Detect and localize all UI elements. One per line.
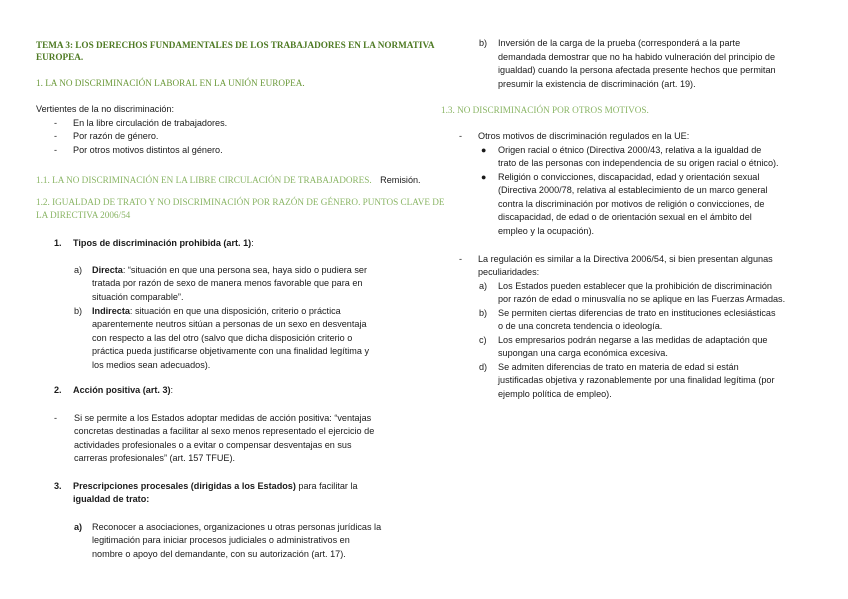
item-1-heading (54, 237, 254, 251)
peculiaridad-label: a) (479, 281, 488, 291)
bullet-1-line: Origen racial o étnico (Directiva 2000/43, relativa a la igualdad de (498, 145, 762, 155)
item-1-b-line: los medios sean adecuados). (92, 360, 211, 370)
item-3-b-line: Inversión de la carga de la prueba (corresponderá a la parte (498, 38, 741, 48)
item-1-b-line: con respecto a las del otro (salvo que dicha disposición criterio o (92, 333, 353, 343)
document-title-line-1: TEMA 3: LOS DERECHOS FUNDAMENTALES DE LOS TRABAJADORES EN LA NORMATIVA (36, 40, 435, 50)
item-3-a-line: legitimación para iniciar procesos judiciales o administrativos en (92, 535, 350, 545)
item-1-b-line: aparentemente neutros sitúan a personas de un sexo en desventaja (92, 319, 367, 329)
round-bullet: ● (481, 172, 487, 182)
vertiente-item: - Por otros motivos distintos al género. (54, 144, 204, 158)
item-3-a-line: nombre o apoyo del demandante, con su autorización (art. 17). (92, 549, 346, 559)
item-2-line: carreras profesionales” (art. 157 TFUE). (74, 453, 236, 463)
peculiaridad-line: Los Estados pueden establecer que la prohibición de discriminación (498, 281, 772, 291)
peculiaridad-label: b) (479, 308, 488, 318)
item-1-a-line: tratada por razón de sexo de manera menos favorable que para en (92, 278, 363, 288)
bullet-2-line: empleo y la ocupación). (498, 226, 595, 236)
item-1-number: 1. (54, 238, 62, 248)
regulacion-line: peculiaridades: (478, 267, 540, 277)
peculiaridad-label: c) (479, 335, 487, 345)
vertiente-item: - En la libre circulación de trabajadores. (54, 117, 208, 131)
section-1-1-heading: 1.1. LA NO DISCRIMINACIÓN EN LA LIBRE CIRCULACIÓN DE TRABAJADORES. (36, 175, 372, 185)
item-2-line: Si se permite a los Estados adoptar medidas de acción positiva: “ventajas (74, 413, 372, 423)
item-2-line: concretas destinadas a facilitar al sexo menos representado el ejercicio de (74, 426, 375, 436)
bullet-2-line: contra la discriminación por motivos de religión o convicciones, de (498, 199, 765, 209)
item-3-b-line: presumir la existencia de discriminación (art. 19). (498, 79, 696, 89)
document-title-line-2: EUROPEA. (36, 52, 84, 62)
bullet-2-line: discapacidad, de edad o de orientación sexual en el ámbito del (498, 212, 752, 222)
vertiente-item: - Por razón de género. (54, 130, 139, 144)
item-1-b-label: b) (74, 306, 83, 316)
section-1-3-heading: 1.3. NO DISCRIMINACIÓN POR OTROS MOTIVOS. (441, 105, 649, 115)
item-2-heading (54, 384, 174, 398)
round-bullet: ● (481, 145, 487, 155)
item-2-title: Acción positiva (art. 3): (73, 385, 174, 395)
item-2-line: actividades profesionales o a evitar o compensar desventajas en sus (74, 440, 352, 450)
peculiaridad-line: Se admiten diferencias de trato en materia de edad si están (498, 362, 739, 372)
item-3-a-line: Reconocer a asociaciones, organizaciones u otras personas jurídicas la (92, 522, 382, 532)
dash-bullet: - (54, 118, 58, 128)
peculiaridad-line: Se permiten ciertas diferencias de trato en instituciones eclesiásticas (498, 308, 776, 318)
bullet-2-line: (Directiva 2000/78, relativa al establecimiento de un marco general (498, 185, 768, 195)
item-1-title: Tipos de discriminación prohibida (art. 1): (73, 238, 254, 248)
bullet-1-line: trato de las personas con independencia de su origen racial o étnico). (498, 158, 779, 168)
item-3-b-label: b) (479, 38, 488, 48)
item-1-a-line: situación comparable”. (92, 292, 184, 302)
peculiaridad-label: d) (479, 362, 488, 372)
peculiaridad-line: justificadas objetiva y razonablemente por una finalidad legítima (por (498, 375, 775, 385)
dash-bullet: - (54, 131, 58, 141)
peculiaridad-line: o de una concreta tendencia o ideología. (498, 321, 663, 331)
item-1-b-line: práctica pueda justificarse objetivamente con una finalidad legítima y (92, 346, 370, 356)
section-1-2-heading-line-1: 1.2. IGUALDAD DE TRATO Y NO DISCRIMINACIÓN POR RAZÓN DE GÉNERO. PUNTOS CLAVE DE (36, 197, 445, 207)
item-3-number: 3. (54, 481, 62, 491)
section-1-1 (36, 170, 421, 188)
regulacion-dash: - (459, 254, 463, 264)
regulacion-line: La regulación es similar a la Directiva 2006/54, si bien presentan algunas (478, 254, 773, 264)
peculiaridad-line: supongan una carga económica excesiva. (498, 348, 668, 358)
dash-bullet: - (54, 145, 58, 155)
section-1-2-heading-line-2: LA DIRECTIVA 2006/54 (36, 210, 131, 220)
dash-bullet: - (459, 131, 463, 141)
peculiaridad-line: Los empresarios podrán negarse a las medidas de adaptación que (498, 335, 768, 345)
item-3-title-line-2: igualdad de trato: (73, 494, 150, 504)
peculiaridad-line: por razón de edad o minusvalía no se aplique en las Fuerzas Armadas. (498, 294, 786, 304)
item-1-a-label: a) (74, 265, 83, 275)
section-1-1-note: Remisión. (380, 175, 421, 185)
item-1-a-line: Directa: “situación en que una persona sea, haya sido o pudiera ser (92, 265, 368, 275)
item-2-number: 2. (54, 385, 62, 395)
vertientes-intro: Vertientes de la no discriminación: (36, 104, 174, 114)
item-1-b-line: Indirecta: situación en que una disposición, criterio o práctica (92, 306, 341, 316)
bullet-2-line: Religión o convicciones, discapacidad, edad y orientación sexual (498, 172, 760, 182)
item-3-title-line-1: Prescripciones procesales (dirigidas a los Estados) para facilitar la (73, 481, 358, 491)
item-3-b-line: demandada demostrar que no ha habido vulneración del principio de (498, 52, 776, 62)
item-3-a-label: a) (74, 522, 83, 532)
section-1-heading: 1. LA NO DISCRIMINACIÓN LABORAL EN LA UNIÓN EUROPEA. (36, 78, 305, 88)
peculiaridad-line: ejemplo política de empleo). (498, 389, 612, 399)
otros-intro: - Otros motivos de discriminación regulados en la UE: (459, 130, 670, 144)
item-2-dash: - (54, 413, 58, 423)
item-3-b-line: igualdad) cuando la persona afectada presente hechos que permitan (498, 65, 776, 75)
